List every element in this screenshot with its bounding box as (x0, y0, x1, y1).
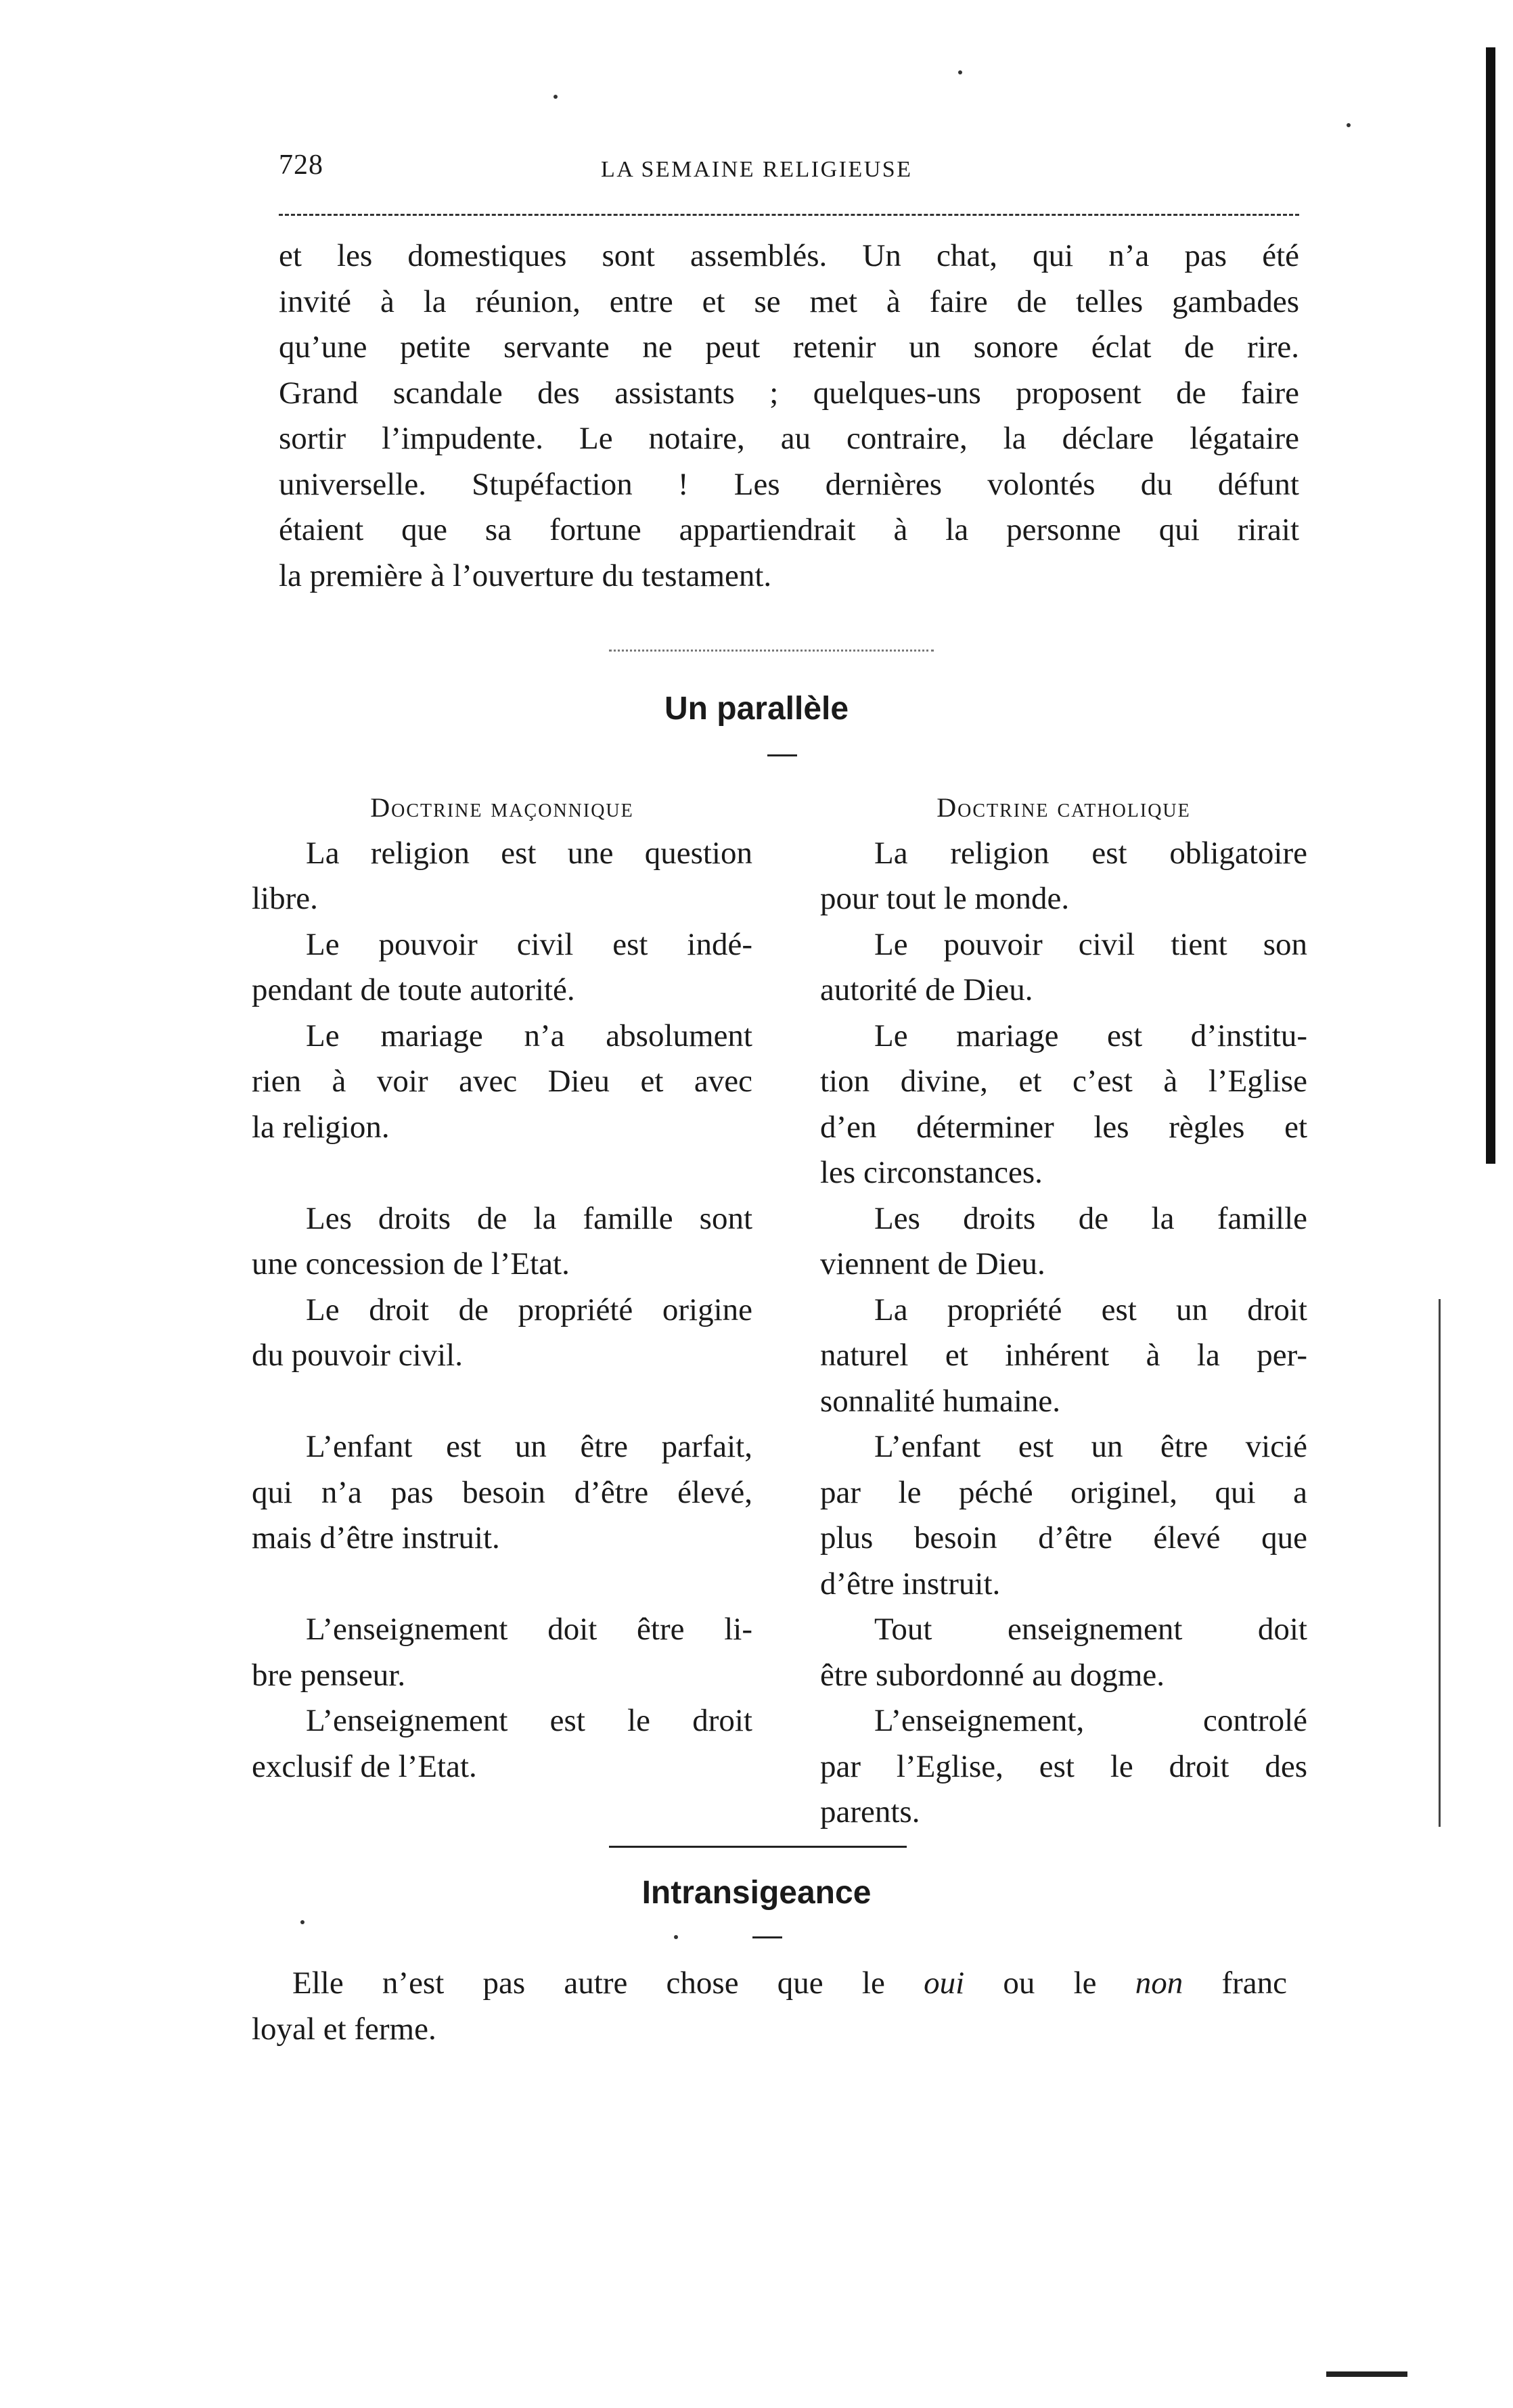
column-heading: Doctrine catholique (936, 792, 1191, 823)
entry-line: libre. (252, 881, 318, 916)
doctrine-entry (820, 1424, 1307, 1607)
entry-line: du pouvoir civil. (252, 1338, 463, 1373)
scan-speck (958, 70, 962, 74)
entry-line: bre penseur. (252, 1657, 406, 1693)
doctrine-entry (820, 1014, 1307, 1196)
entry-line: L’enseignement, controlé (874, 1703, 1307, 1738)
paragraph-line: universelle. Stupéfaction ! Les dernières volontés du défunt (279, 466, 1299, 502)
paragraph-line: la première à l’ouverture du testament. (279, 558, 772, 593)
entry-line: d’être instruit. (820, 1566, 1001, 1601)
entry-line: Tout enseignement doit (874, 1612, 1307, 1647)
entry-line: d’en déterminer les règles et (820, 1109, 1307, 1145)
section-separator (609, 650, 934, 652)
entry-line: L’enseignement est le droit (306, 1703, 752, 1738)
entry-line: sonnalité humaine. (820, 1383, 1061, 1419)
doctrine-entry (820, 1196, 1307, 1288)
entry-line: La propriété est un droit (874, 1292, 1307, 1327)
scan-speck (674, 1935, 678, 1939)
doctrine-entry (820, 922, 1307, 1014)
page-bottom-mark (1326, 2371, 1407, 2377)
page-number: 728 (279, 150, 323, 181)
entry-line: parents. (820, 1794, 920, 1830)
scan-speck (1347, 123, 1351, 127)
doctrine-entry (820, 1288, 1307, 1425)
column-catholic-doctrine (820, 785, 1307, 1836)
paragraph-line: sortir l’impudente. Le notaire, au contraire, la déclare légataire (279, 421, 1299, 456)
entry-line: La religion est obligatoire (874, 835, 1307, 871)
doctrine-entry (252, 1196, 752, 1288)
entry-line: Les droits de la famille sont (306, 1200, 752, 1236)
paragraph-line: et les domestiques sont assemblés. Un chat, qui n’a pas été (279, 238, 1299, 273)
doctrine-entry (252, 1607, 752, 1698)
header-rule (279, 214, 1299, 216)
entry-line: qui n’a pas besoin d’être élevé, (252, 1474, 752, 1510)
paragraph-line: Grand scandale des assistants ; quelques-uns proposent de faire (279, 375, 1299, 411)
entry-line: La religion est une question (306, 835, 752, 871)
entry-line: pendant de toute autorité. (252, 972, 575, 1007)
entry-line: Les droits de la famille (874, 1200, 1307, 1236)
entry-line: Le pouvoir civil est indé- (306, 926, 752, 962)
entry-line: naturel et inhérent à la per- (820, 1338, 1307, 1373)
column-heading: Doctrine maçonnique (370, 792, 634, 823)
scan-speck (300, 1920, 304, 1924)
paragraph-line: qu’une petite servante ne peut retenir un sonore éclat de rire. (279, 330, 1299, 365)
paragraph-line: Elle n’est pas autre chose que le oui ou le non franc (292, 1966, 1288, 2001)
section-title-parallel: Un parallèle (664, 691, 849, 727)
entry-line: rien à voir avec Dieu et avec (252, 1064, 752, 1099)
section-title-intransigeance: Intransigeance (641, 1875, 872, 1911)
entry-line: par le péché originel, qui a (820, 1474, 1307, 1510)
entry-line: être subordonné au dogme. (820, 1657, 1165, 1693)
intro-paragraph (279, 233, 1299, 599)
entry-line: plus besoin d’être élevé que (820, 1520, 1307, 1555)
word-non: non (1135, 1966, 1183, 2001)
entry-line: mais d’être instruit. (252, 1520, 500, 1555)
doctrine-entry (820, 1698, 1307, 1836)
running-head: LA SEMAINE RELIGIEUSE (601, 157, 913, 182)
paragraph-line: invité à la réunion, entre et se met à faire de telles gambades (279, 283, 1299, 319)
doctrine-entry (820, 1607, 1307, 1698)
doctrine-entry (252, 831, 752, 922)
entry-line: L’enfant est un être vicié (874, 1429, 1307, 1464)
intransigeance-paragraph (252, 1961, 1287, 2052)
entry-line: Le droit de propriété origine (306, 1292, 752, 1327)
title-dash (752, 1936, 782, 1938)
page-edge-line (1439, 1299, 1441, 1827)
doctrine-entry (252, 1424, 752, 1562)
entry-line: L’enfant est un être parfait, (306, 1429, 752, 1464)
entry-line: exclusif de l’Etat. (252, 1748, 477, 1784)
section-rule (609, 1846, 907, 1848)
entry-line: autorité de Dieu. (820, 972, 1033, 1007)
doctrine-entry (252, 922, 752, 1014)
column-masonic-doctrine (252, 785, 752, 1790)
entry-line: viennent de Dieu. (820, 1246, 1045, 1281)
entry-line: Le mariage est d’institu- (874, 1018, 1307, 1053)
paragraph-line: loyal et ferme. (252, 2011, 436, 2047)
doctrine-entry (252, 1698, 752, 1790)
entry-line: L’enseignement doit être li- (306, 1612, 752, 1647)
scan-speck (554, 95, 558, 99)
paragraph-line: étaient que sa fortune appartiendrait à la personne qui rirait (279, 512, 1299, 547)
entry-line: Le pouvoir civil tient son (874, 926, 1307, 962)
entry-line: une concession de l’Etat. (252, 1246, 570, 1281)
entry-line: tion divine, et c’est à l’Eglise (820, 1064, 1307, 1099)
entry-line: par l’Eglise, est le droit des (820, 1748, 1307, 1784)
title-dash (767, 754, 797, 756)
page-edge-shadow (1486, 47, 1495, 1164)
doctrine-entry (820, 831, 1307, 922)
entry-line: les circonstances. (820, 1155, 1043, 1190)
doctrine-entry (252, 1288, 752, 1379)
word-oui: oui (924, 1966, 965, 2001)
entry-line: la religion. (252, 1109, 390, 1145)
entry-line: pour tout le monde. (820, 881, 1070, 916)
doctrine-entry (252, 1014, 752, 1151)
entry-line: Le mariage n’a absolument (306, 1018, 752, 1053)
